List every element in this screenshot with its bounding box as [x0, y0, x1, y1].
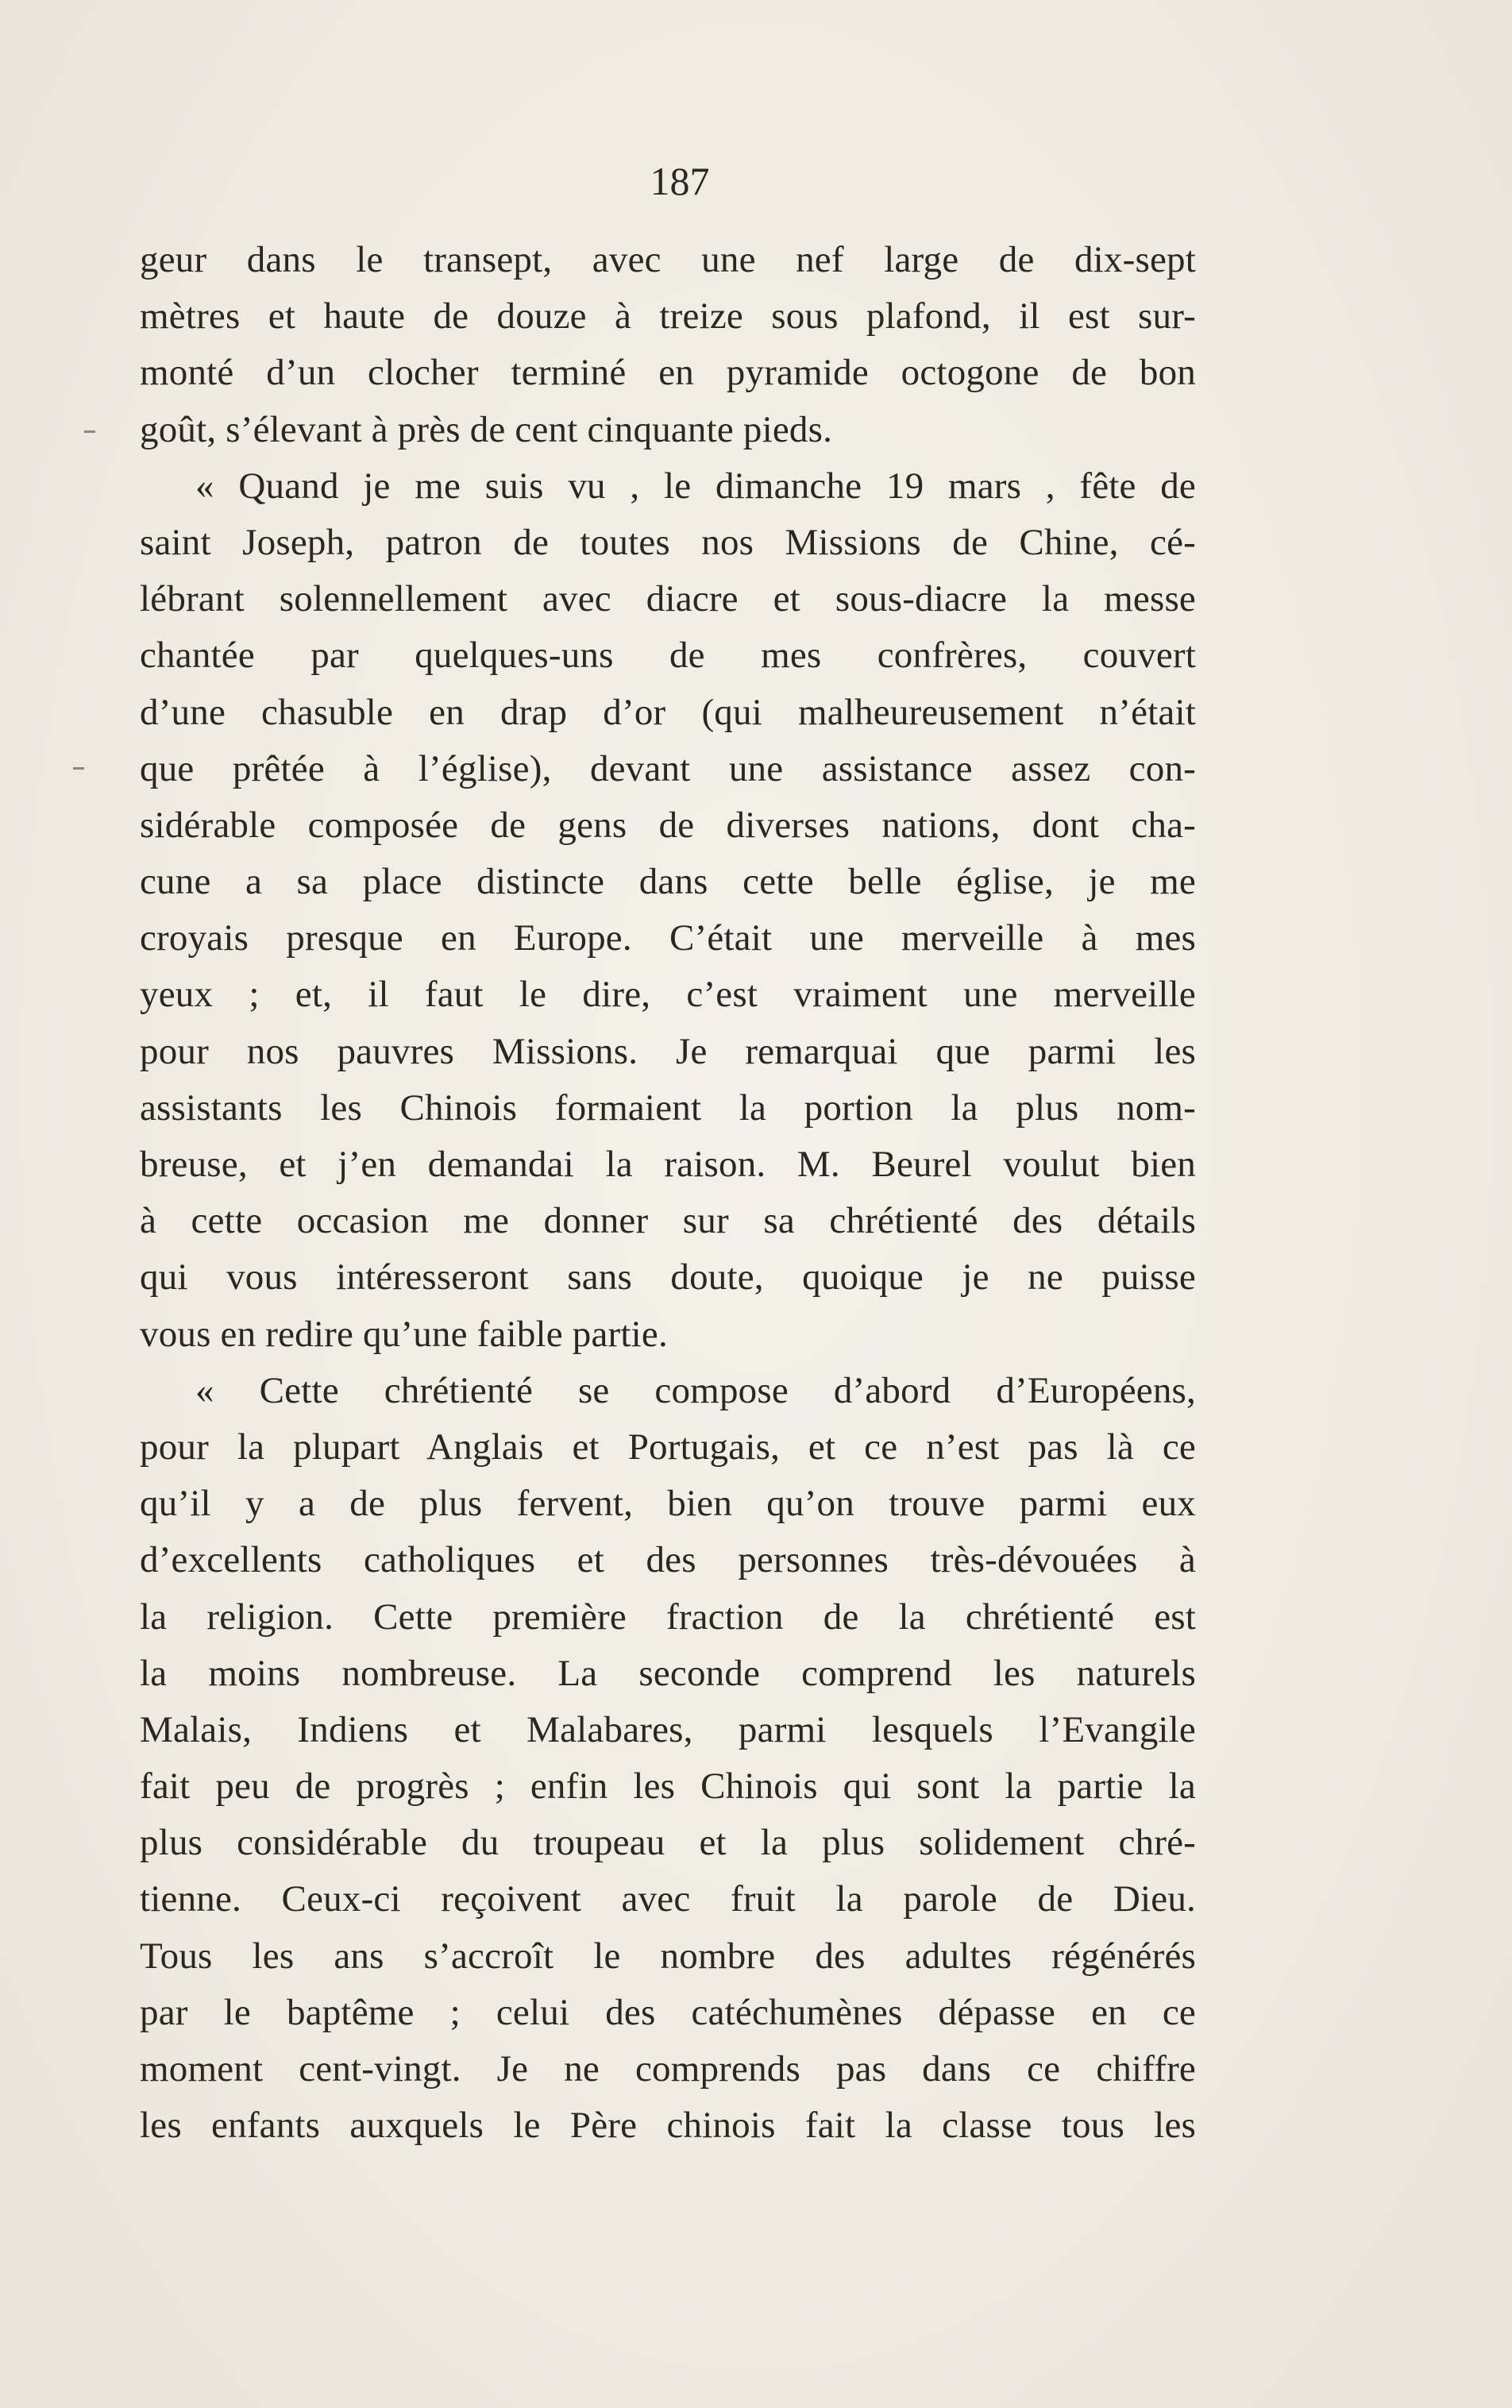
text-line: d’une chasuble en drap d’or (qui malheureusement n’était: [140, 691, 1196, 733]
margin-mark: [84, 430, 95, 433]
text-line: geur dans le transept, avec une nef large de dix-sept: [140, 239, 1196, 280]
text-line: cune a sa place distincte dans cette belle église, je me: [140, 861, 1196, 903]
text-line: breuse, et j’en demandai la raison. M. Beurel voulut bien: [140, 1144, 1196, 1185]
text-line: Malais, Indiens et Malabares, parmi lesquels l’Evangile: [140, 1708, 1196, 1750]
text-line: pour nos pauvres Missions. Je remarquai que parmi les: [140, 1030, 1196, 1072]
text-line: fait peu de progrès ; enfin les Chinois qui sont la partie la: [140, 1765, 1196, 1808]
text-line: d’excellents catholiques et des personnes très-dévouées à: [140, 1539, 1196, 1581]
text-line: chantée par quelques-uns de mes confrères, couvert: [140, 635, 1196, 677]
text-line: moment cent-vingt. Je ne comprends pas dans ce chiffre: [140, 2048, 1196, 2090]
text-line: vous en redire qu’une faible partie.: [140, 1313, 668, 1355]
text-line: croyais presque en Europe. C’était une merveille à mes: [140, 917, 1196, 959]
text-line: plus considérable du troupeau et la plus solidement chré-: [140, 1822, 1196, 1864]
text-line: qu’il y a de plus fervent, bien qu’on trouve parmi eux: [140, 1483, 1196, 1525]
text-line: goût, s’élevant à près de cent cinquante pieds.: [140, 408, 833, 450]
text-line: Tous les ans s’accroît le nombre des adultes régénérés: [140, 1935, 1196, 1977]
text-line: sidérable composée de gens de diverses nations, dont cha-: [140, 804, 1196, 846]
text-line: qui vous intéresseront sans doute, quoique je ne puisse: [140, 1256, 1196, 1299]
page-number: 187: [650, 159, 710, 203]
margin-mark: [73, 767, 84, 770]
text-line: que prêtée à l’église), devant une assistance assez con-: [140, 747, 1196, 789]
text-line: par le baptême ; celui des catéchumènes dépasse en ce: [140, 1991, 1196, 2033]
text-line: assistants les Chinois formaient la portion la plus nom-: [140, 1086, 1196, 1129]
text-line: les enfants auxquels le Père chinois fait la classe tous les: [140, 2105, 1196, 2147]
text-line: saint Joseph, patron de toutes nos Missions de Chine, cé-: [140, 521, 1196, 563]
text-line: la religion. Cette première fraction de la chrétienté est: [140, 1596, 1196, 1638]
text-line: lébrant solennellement avec diacre et sous-diacre la messe: [140, 578, 1196, 620]
text-line: monté d’un clocher terminé en pyramide octogone de bon: [140, 352, 1196, 394]
text-line: à cette occasion me donner sur sa chrétienté des détails: [140, 1200, 1196, 1242]
text-line: « Quand je me suis vu , le dimanche 19 mars , fête de: [195, 465, 1196, 507]
text-line: la moins nombreuse. La seconde comprend les naturels: [140, 1652, 1196, 1694]
text-line: yeux ; et, il faut le dire, c’est vraiment une merveille: [140, 974, 1196, 1016]
body-text: [140, 232, 1196, 2154]
text-line: pour la plupart Anglais et Portugais, et ce n’est pas là ce: [140, 1426, 1196, 1468]
text-line: tienne. Ceux-ci reçoivent avec fruit la parole de Dieu.: [140, 1878, 1196, 1920]
text-line: « Cette chrétienté se compose d’abord d’Européens,: [195, 1369, 1196, 1411]
text-line: mètres et haute de douze à treize sous plafond, il est sur-: [140, 295, 1196, 338]
